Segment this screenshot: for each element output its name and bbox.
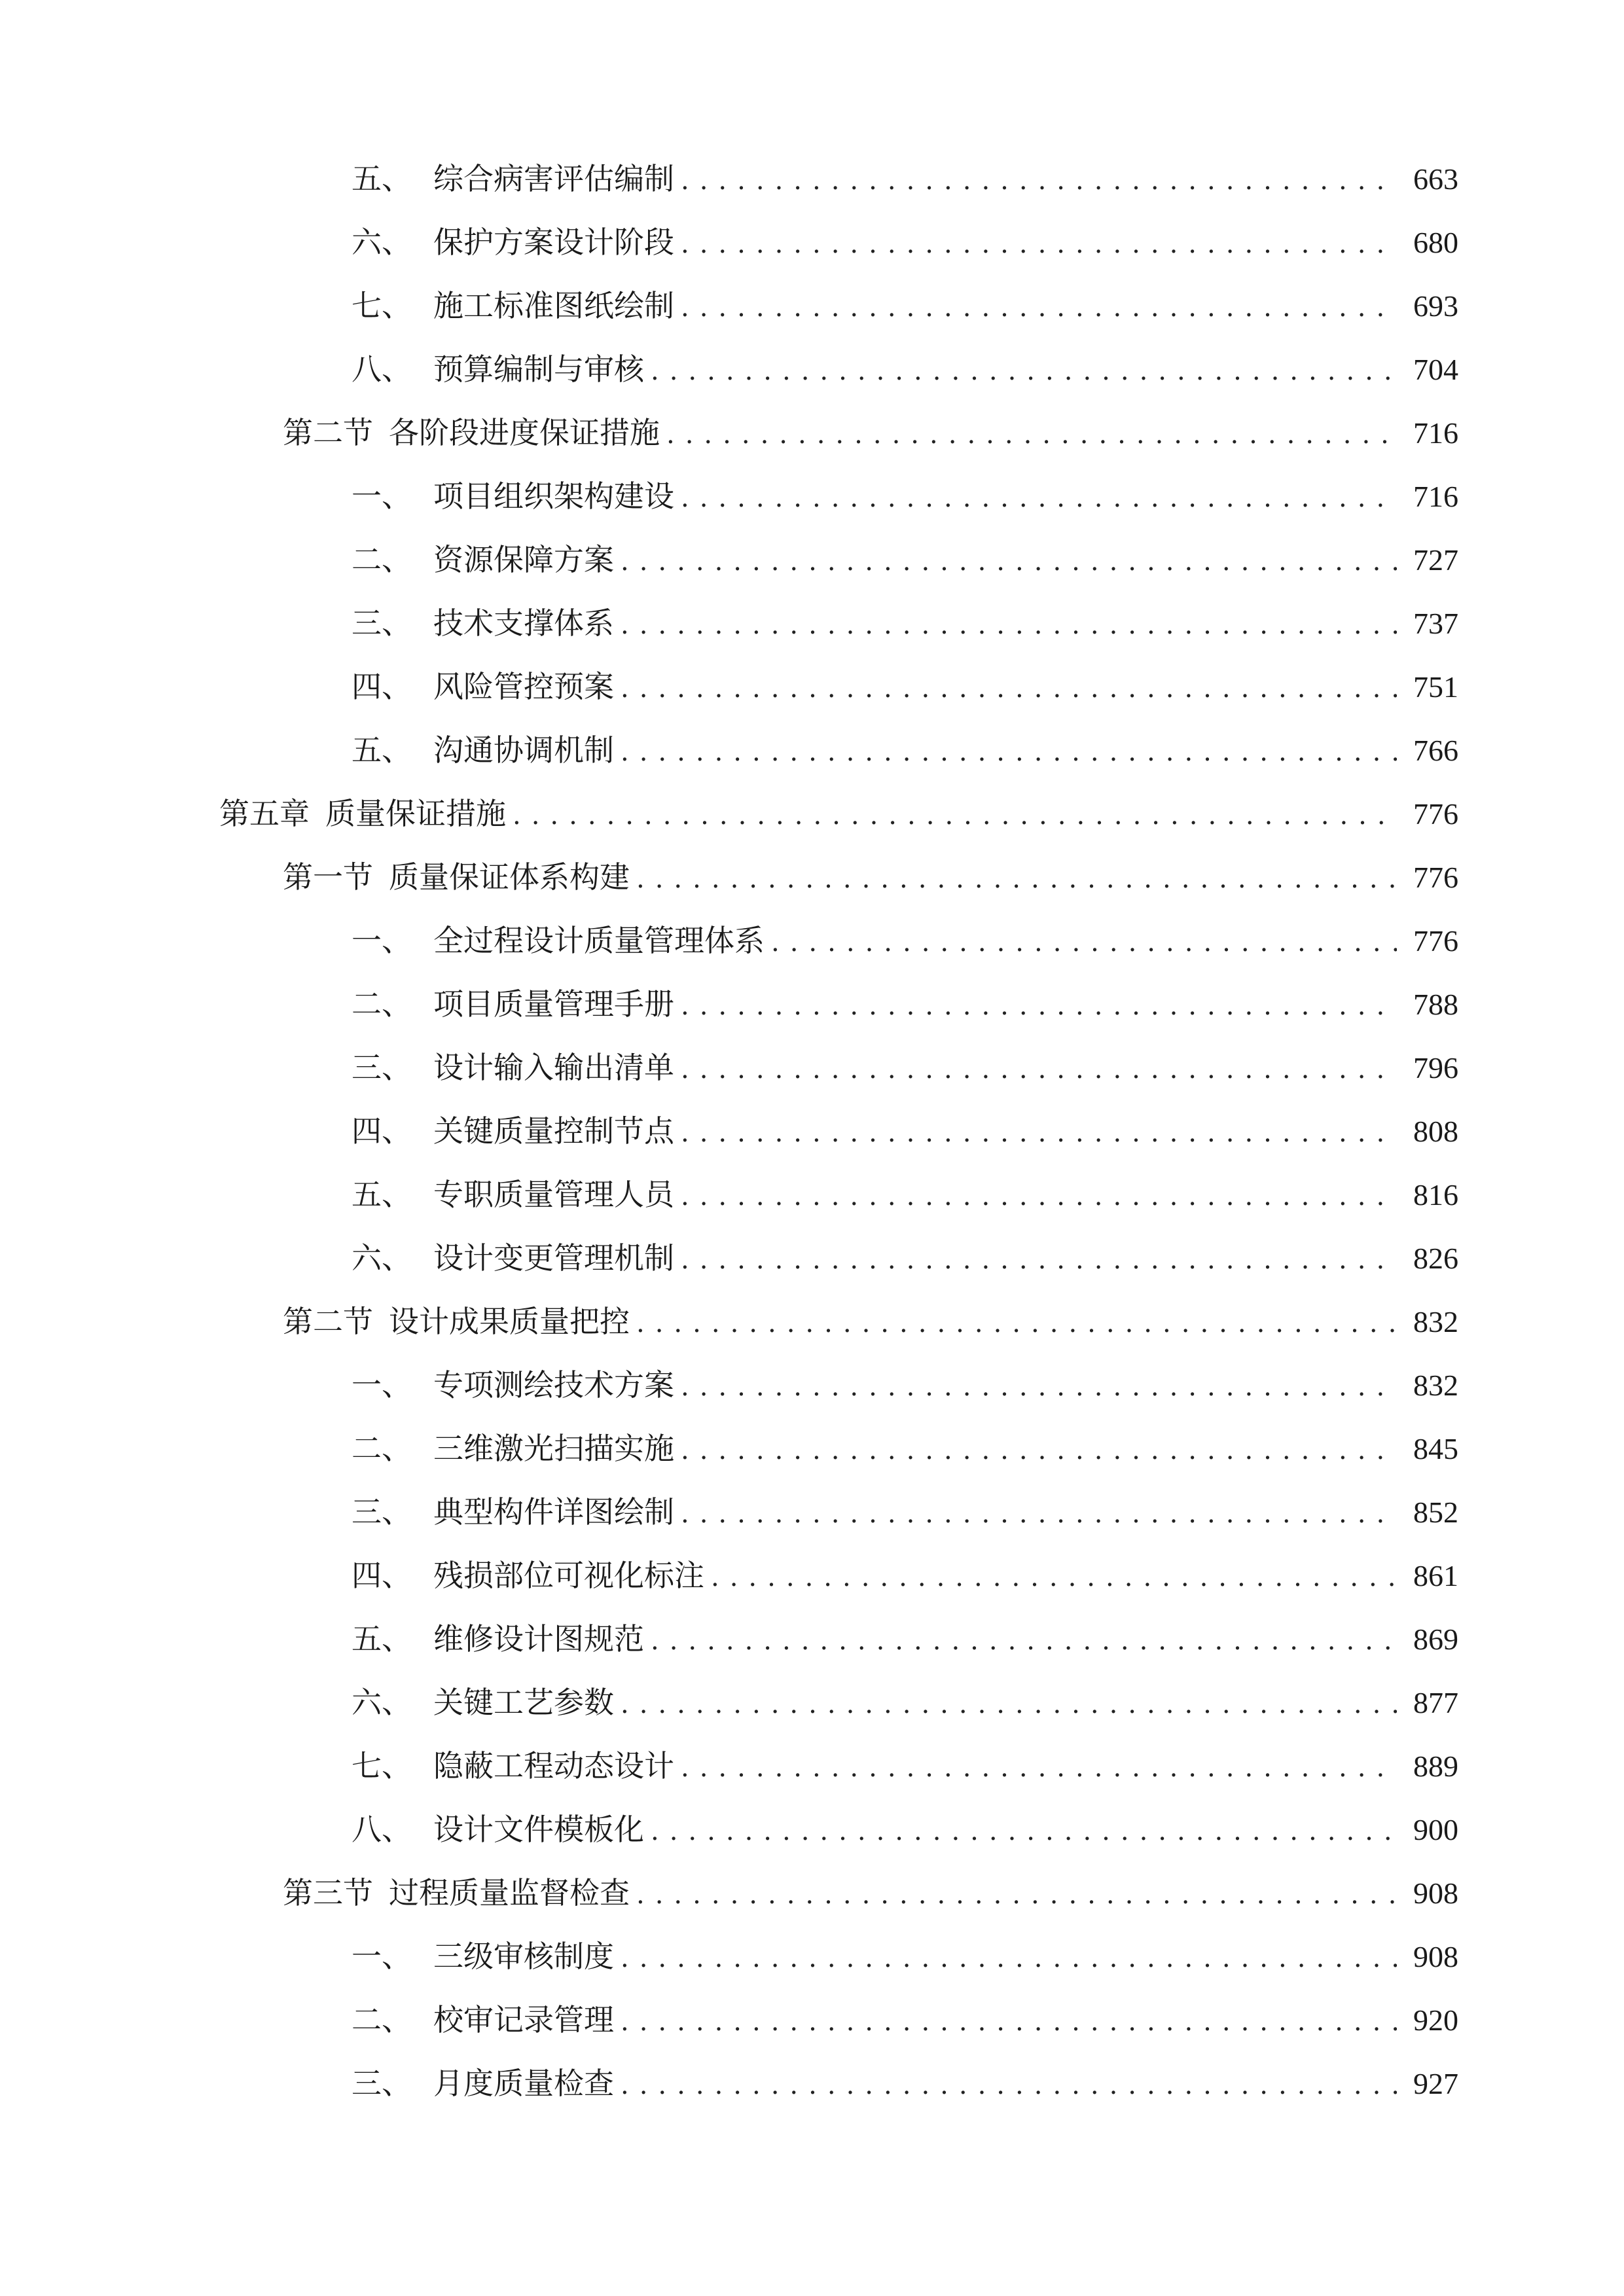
dot-leader [681, 149, 1397, 213]
dot-leader [711, 1546, 1397, 1609]
toc-entry-page-number: 766 [1413, 734, 1458, 767]
toc-entry-title: 风险管控预案 [433, 669, 614, 704]
toc-entry-title: 校审记录管理 [433, 2002, 614, 2037]
toc-entry-page-number: 908 [1413, 1876, 1458, 1910]
toc-entry[interactable] [0, 528, 1624, 592]
toc-entry-page-number: 663 [1413, 162, 1458, 196]
dot-leader [681, 1482, 1397, 1546]
dot-leader [681, 1102, 1397, 1165]
toc-entry-number: 二、 [352, 2002, 412, 2037]
dot-leader [621, 721, 1397, 784]
dot-leader [621, 1673, 1397, 1736]
dot-leader [651, 1609, 1397, 1673]
dot-leader [513, 784, 1397, 848]
toc-entry-page-number: 900 [1413, 1813, 1458, 1846]
toc-entry[interactable] [0, 338, 1624, 401]
dot-leader [621, 1990, 1397, 2054]
toc-entry-number: 六、 [352, 224, 412, 260]
toc-entry-number: 第二节 [283, 415, 373, 450]
toc-entry-page-number: 826 [1413, 1242, 1458, 1275]
toc-entry-title: 维修设计图规范 [433, 1621, 644, 1657]
toc-entry-title: 施工标准图纸绘制 [433, 288, 674, 323]
toc-entry[interactable] [0, 1544, 1624, 1607]
toc-entry-number: 第五章 [219, 796, 310, 831]
toc-entry-page-number: 716 [1413, 480, 1458, 513]
toc-entry-page-number: 808 [1413, 1115, 1458, 1148]
toc-entry[interactable] [0, 1100, 1624, 1163]
toc-entry-title: 典型构件详图绘制 [433, 1494, 674, 1530]
toc-entry-page-number: 727 [1413, 543, 1458, 577]
toc-entry[interactable] [0, 401, 1624, 465]
toc-entry[interactable] [0, 973, 1624, 1036]
toc-entry-number: 五、 [352, 732, 412, 768]
toc-entry-page-number: 832 [1413, 1305, 1458, 1338]
toc-entry[interactable] [0, 909, 1624, 973]
toc-entry-number: 一、 [352, 1367, 412, 1403]
toc-entry[interactable] [0, 1925, 1624, 1988]
toc-entry[interactable] [0, 1607, 1624, 1671]
toc-entry-title: 全过程设计质量管理体系 [433, 923, 765, 958]
dot-leader [636, 848, 1397, 911]
dot-leader [666, 403, 1397, 467]
toc-entry-title: 项目质量管理手册 [433, 986, 674, 1022]
toc-entry-title: 综合病害评估编制 [433, 161, 674, 196]
toc-entry-number: 三、 [352, 605, 412, 641]
toc-entry[interactable] [0, 592, 1624, 655]
dot-leader [771, 911, 1397, 975]
toc-entry[interactable] [0, 1163, 1624, 1227]
toc-entry-number: 五、 [352, 1621, 412, 1657]
toc-entry[interactable] [0, 2052, 1624, 2115]
toc-entry-page-number: 693 [1413, 289, 1458, 323]
toc-entry[interactable] [0, 719, 1624, 782]
toc-entry-page-number: 776 [1413, 797, 1458, 831]
dot-leader [681, 1355, 1397, 1419]
toc-entry[interactable] [0, 1227, 1624, 1290]
dot-leader [681, 1165, 1397, 1229]
toc-entry[interactable] [0, 1671, 1624, 1734]
toc-entry-number: 二、 [352, 1431, 412, 1466]
toc-entry-title: 资源保障方案 [433, 542, 614, 577]
toc-entry-title: 残损部位可视化标注 [433, 1558, 704, 1593]
toc-entry-page-number: 869 [1413, 1623, 1458, 1656]
toc-entry-number: 一、 [352, 1939, 412, 1974]
toc-entry-page-number: 788 [1413, 988, 1458, 1021]
dot-leader [636, 1292, 1397, 1355]
dot-leader [681, 975, 1397, 1038]
toc-entry[interactable] [0, 1480, 1624, 1544]
toc-entry-title: 项目组织架构建设 [433, 478, 674, 514]
toc-entry[interactable] [0, 274, 1624, 338]
toc-entry-title: 技术支撑体系 [433, 605, 614, 641]
toc-entry-page-number: 776 [1413, 861, 1458, 894]
toc-entry-number: 一、 [352, 923, 412, 958]
toc-entry-title: 过程质量监督检查 [389, 1875, 630, 1910]
toc-entry-page-number: 832 [1413, 1369, 1458, 1402]
toc-entry-number: 四、 [352, 1558, 412, 1593]
dot-leader [621, 530, 1397, 594]
toc-entry-title: 设计变更管理机制 [433, 1240, 674, 1276]
toc-entry[interactable] [0, 147, 1624, 211]
toc-entry-title: 设计文件模板化 [433, 1812, 644, 1847]
toc-entry-page-number: 716 [1413, 416, 1458, 450]
dot-leader [681, 213, 1397, 276]
toc-entry-number: 第三节 [283, 1875, 373, 1910]
toc-entry-title: 三维激光扫描实施 [433, 1431, 674, 1466]
dot-leader [681, 1419, 1397, 1482]
toc-entry-page-number: 680 [1413, 226, 1458, 259]
toc-entry[interactable] [0, 1036, 1624, 1100]
toc-entry-title: 三级审核制度 [433, 1939, 614, 1974]
dot-leader [681, 276, 1397, 340]
dot-leader [636, 1863, 1397, 1927]
toc-entry-number: 八、 [352, 351, 412, 387]
toc-entry-title: 专职质量管理人员 [433, 1177, 674, 1212]
toc-entry[interactable] [0, 1988, 1624, 2052]
toc-entry-number: 第一节 [283, 859, 373, 895]
toc-entry-page-number: 704 [1413, 353, 1458, 386]
toc-entry-number: 七、 [352, 1748, 412, 1784]
toc-entry-number: 四、 [352, 669, 412, 704]
toc-entry-page-number: 796 [1413, 1051, 1458, 1085]
toc-entry[interactable] [0, 655, 1624, 719]
toc-entry-title: 月度质量检查 [433, 2066, 614, 2101]
toc-entry[interactable] [0, 211, 1624, 274]
toc-entry-page-number: 776 [1413, 924, 1458, 958]
toc-entry-title: 沟通协调机制 [433, 732, 614, 768]
toc-entry[interactable] [0, 846, 1624, 909]
toc-entry-number: 三、 [352, 2066, 412, 2101]
toc-entry-number: 七、 [352, 288, 412, 323]
toc-entry-number: 二、 [352, 986, 412, 1022]
toc-entry-page-number: 889 [1413, 1749, 1458, 1783]
toc-entry-number: 六、 [352, 1685, 412, 1720]
toc-entry-number: 第二节 [283, 1304, 373, 1339]
toc-entry[interactable] [0, 1290, 1624, 1354]
toc-entry-page-number: 845 [1413, 1432, 1458, 1465]
table-of-contents [0, 147, 1624, 2115]
dot-leader [621, 1927, 1397, 1990]
toc-entry-page-number: 908 [1413, 1940, 1458, 1973]
toc-entry-title: 设计输入输出清单 [433, 1050, 674, 1085]
toc-entry-page-number: 861 [1413, 1559, 1458, 1592]
toc-entry-title: 质量保证措施 [325, 796, 506, 831]
toc-entry-number: 四、 [352, 1113, 412, 1149]
dot-leader [621, 594, 1397, 657]
toc-entry-title: 关键工艺参数 [433, 1685, 614, 1720]
toc-entry-title: 质量保证体系构建 [389, 859, 630, 895]
toc-entry-number: 五、 [352, 1177, 412, 1212]
toc-entry-number: 二、 [352, 542, 412, 577]
toc-entry[interactable] [0, 1734, 1624, 1798]
toc-entry-page-number: 920 [1413, 2003, 1458, 2037]
toc-entry[interactable] [0, 1354, 1624, 1417]
toc-entry-page-number: 852 [1413, 1496, 1458, 1529]
toc-entry[interactable] [0, 1417, 1624, 1480]
toc-entry-number: 三、 [352, 1494, 412, 1530]
toc-entry[interactable] [0, 1861, 1624, 1925]
toc-entry-page-number: 877 [1413, 1686, 1458, 1719]
toc-entry-title: 各阶段进度保证措施 [389, 415, 660, 450]
dot-leader [681, 467, 1397, 530]
toc-entry[interactable] [0, 1798, 1624, 1861]
dot-leader [681, 1736, 1397, 1800]
toc-entry-page-number: 737 [1413, 607, 1458, 640]
toc-entry-title: 隐蔽工程动态设计 [433, 1748, 674, 1784]
dot-leader [681, 1038, 1397, 1102]
toc-entry-title: 关键质量控制节点 [433, 1113, 674, 1149]
toc-entry-page-number: 927 [1413, 2067, 1458, 2100]
toc-entry[interactable] [0, 465, 1624, 528]
toc-entry-title: 预算编制与审核 [433, 351, 644, 387]
toc-entry-page-number: 751 [1413, 670, 1458, 704]
toc-entry-number: 一、 [352, 478, 412, 514]
toc-entry-title: 专项测绘技术方案 [433, 1367, 674, 1403]
dot-leader [681, 1229, 1397, 1292]
toc-entry-number: 六、 [352, 1240, 412, 1276]
toc-entry-title: 设计成果质量把控 [389, 1304, 630, 1339]
toc-entry-number: 八、 [352, 1812, 412, 1847]
dot-leader [621, 657, 1397, 721]
dot-leader [651, 1800, 1397, 1863]
dot-leader [621, 2054, 1397, 2117]
toc-entry[interactable] [0, 782, 1624, 846]
toc-entry-number: 五、 [352, 161, 412, 196]
toc-entry-page-number: 816 [1413, 1178, 1458, 1211]
dot-leader [651, 340, 1397, 403]
toc-entry-number: 三、 [352, 1050, 412, 1085]
toc-entry-title: 保护方案设计阶段 [433, 224, 674, 260]
